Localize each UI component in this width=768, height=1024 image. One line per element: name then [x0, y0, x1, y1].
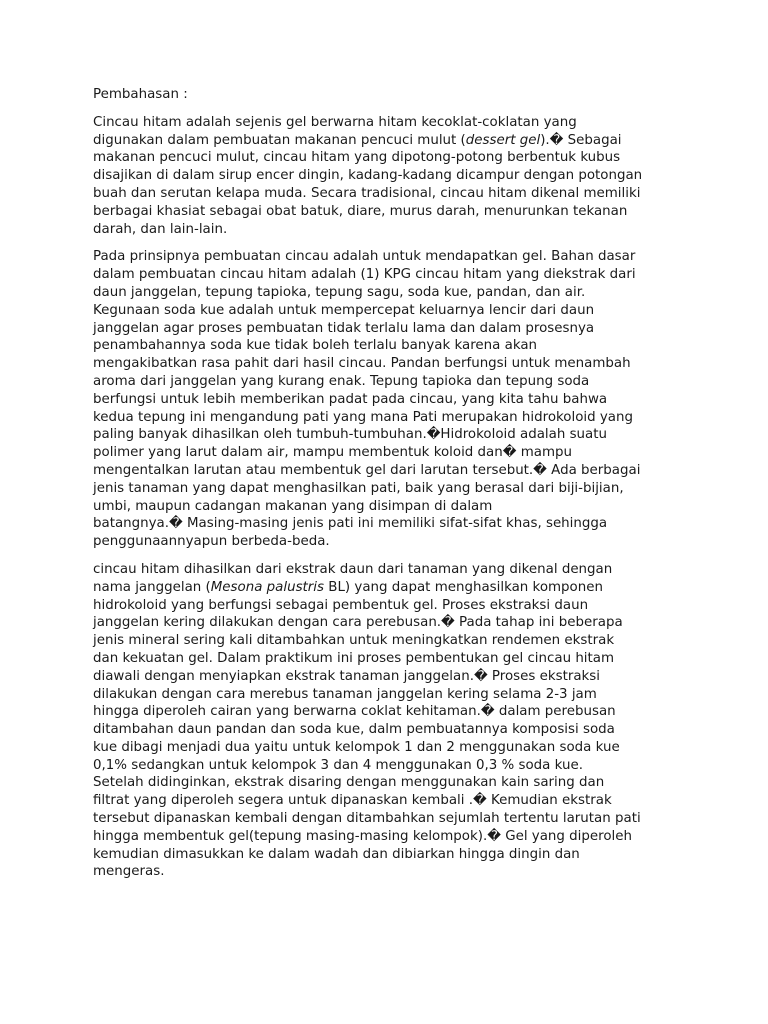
text-line [93, 498, 683, 516]
text-run: batangnya.� Masing-masing jenis pati ini memiliki sifat-sifat khas, sehingga [93, 516, 608, 532]
text-line [93, 774, 683, 792]
text-line [93, 266, 683, 284]
text-line [93, 132, 683, 150]
text-line [93, 302, 683, 320]
document-body [93, 86, 683, 891]
text-line [93, 203, 683, 221]
paragraph-2 [93, 248, 683, 551]
text-run: BL) yang dapat menghasilkan komponen [324, 579, 603, 595]
text-run: Pada prinsipnya pembuatan cincau adalah untuk mendapatkan gel. Bahan dasar [93, 249, 636, 265]
text-line [93, 739, 683, 757]
text-run: ditambahan daun pandan dan soda kue, dalm pembuatannya komposisi soda [93, 722, 615, 738]
text-run: 0,1% sedangkan untuk kelompok 3 dan 4 menggunakan 0,3 % soda kue. [93, 757, 583, 773]
text-run: Kegunaan soda kue adalah untuk mempercepat keluarnya lencir dari daun [93, 302, 595, 318]
italic-text-run: dessert gel [465, 132, 541, 148]
text-run: dan kekuatan gel. Dalam praktikum ini proses pembentukan gel cincau hitam [93, 650, 615, 666]
text-line [93, 686, 683, 704]
text-line [93, 149, 683, 167]
text-run: jenis mineral sering kali ditambahkan untuk meningkatkan rendemen ekstrak [93, 633, 615, 649]
text-line [93, 320, 683, 338]
text-run: penggunaannyapun berbeda-beda. [93, 534, 330, 550]
text-run: berbagai khasiat sebagai obat batuk, diare, murus darah, menurunkan tekanan [93, 203, 628, 219]
paragraph-1 [93, 114, 683, 239]
text-run: hingga membentuk gel(tepung masing-masing kelompok).� Gel yang diperoleh [93, 828, 632, 844]
text-run: dilakukan dengan cara merebus tanaman janggelan kering selama 2-3 jam [93, 686, 597, 702]
text-line [93, 391, 683, 409]
text-line [93, 597, 683, 615]
text-line [93, 114, 683, 132]
text-run: tersebut dipanaskan kembali dengan ditambahkan sejumlah tertentu larutan pati [93, 811, 641, 827]
paragraph-container [93, 114, 683, 881]
text-run: mengentalkan larutan atau membentuk gel dari larutan tersebut.� Ada berbagai [93, 462, 641, 478]
text-line [93, 480, 683, 498]
text-run: nama janggelan ( [93, 579, 211, 595]
text-line [93, 632, 683, 650]
text-run: penambahannya soda kue tidak boleh terlalu banyak karena akan [93, 338, 538, 354]
text-run: berfungsi untuk lebih memberikan padat pada cincau, yang kita tahu bahwa [93, 391, 608, 407]
text-line [93, 373, 683, 391]
text-line [93, 846, 683, 864]
text-line [93, 561, 683, 579]
text-run: aroma dari janggelan yang kurang enak. Tepung tapioka dan tepung soda [93, 373, 590, 389]
text-line [93, 167, 683, 185]
text-run: darah, dan lain-lain. [93, 221, 228, 237]
text-run: cincau hitam dihasilkan dari ekstrak daun dari tanaman yang dikenal dengan [93, 561, 613, 577]
text-run: jenis tanaman yang dapat menghasilkan pati, baik yang berasal dari biji-bijian, [93, 480, 624, 496]
text-run: janggelan kering dilakukan dengan cara perebusan.� Pada tahap ini beberapa [93, 615, 623, 631]
text-line [93, 703, 683, 721]
text-run: dalam pembuatan cincau hitam adalah (1) KPG cincau hitam yang diekstrak dari [93, 267, 636, 283]
text-line [93, 650, 683, 668]
text-line [93, 409, 683, 427]
section-heading: Pembahasan : [93, 87, 188, 102]
text-line [93, 462, 683, 480]
text-line [93, 828, 683, 846]
text-line [93, 444, 683, 462]
italic-text-run: Mesona palustris [210, 579, 325, 595]
text-line [93, 248, 683, 266]
text-line [93, 533, 683, 551]
text-run: kedua tepung ini mengandung pati yang mana Pati merupakan hidrokoloid yang [93, 409, 634, 425]
text-line [93, 863, 683, 881]
text-line [93, 579, 683, 597]
text-line [93, 721, 683, 739]
text-line [93, 810, 683, 828]
text-run: paling banyak dihasilkan oleh tumbuh-tumbuhan.�Hidrokoloid adalah suatu [93, 427, 607, 443]
text-run: mengeras. [93, 864, 165, 880]
text-run: Setelah didinginkan, ekstrak disaring dengan menggunakan kain saring dan [93, 775, 605, 791]
text-run: filtrat yang diperoleh segera untuk dipanaskan kembali .� Kemudian ekstrak [93, 793, 612, 809]
text-run: janggelan agar proses pembuatan tidak terlalu lama dan dalam prosesnya [93, 320, 595, 336]
text-run: umbi, maupun cadangan makanan yang disimpan di dalam [93, 498, 493, 514]
text-line [93, 337, 683, 355]
text-run: hidrokoloid yang berfungsi sebagai pembentuk gel. Proses ekstraksi daun [93, 597, 589, 613]
text-run: polimer yang larut dalam air, mampu membentuk koloid dan� mampu [93, 445, 573, 461]
text-line [93, 668, 683, 686]
text-run: diawali dengan menyiapkan ekstrak tanaman janggelan.� Proses ekstraksi [93, 668, 601, 684]
text-line [93, 185, 683, 203]
text-run: buah dan serutan kelapa muda. Secara tradisional, cincau hitam dikenal memiliki [93, 185, 641, 201]
text-line [93, 792, 683, 810]
text-run: kue dibagi menjadi dua yaitu untuk kelompok 1 dan 2 menggunakan soda kue [93, 739, 620, 755]
text-line [93, 221, 683, 239]
text-run: Cincau hitam adalah sejenis gel berwarna hitam kecoklat-coklatan yang [93, 114, 577, 130]
text-run: hingga diperoleh cairan yang berwarna coklat kehitaman.� dalam perebusan [93, 704, 616, 720]
text-run: kemudian dimasukkan ke dalam wadah dan dibiarkan hingga dingin dan [93, 846, 580, 862]
text-line [93, 515, 683, 533]
text-line [93, 614, 683, 632]
text-run: disajikan di dalam sirup encer dingin, kadang-kadang dicampur dengan potongan [93, 168, 643, 184]
text-run: makanan pencuci mulut, cincau hitam yang dipotong-potong berbentuk kubus [93, 150, 621, 166]
text-line [93, 284, 683, 302]
text-run: digunakan dalam pembuatan makanan pencuci mulut ( [93, 132, 466, 148]
text-run: daun janggelan, tepung tapioka, tepung sagu, soda kue, pandan, dan air. [93, 284, 586, 300]
text-run: mengakibatkan rasa pahit dari hasil cincau. Pandan berfungsi untuk menambah [93, 356, 631, 372]
paragraph-3 [93, 561, 683, 881]
text-line [93, 355, 683, 373]
text-run: ).� Sebagai [540, 132, 622, 148]
text-line [93, 426, 683, 444]
text-line [93, 757, 683, 775]
